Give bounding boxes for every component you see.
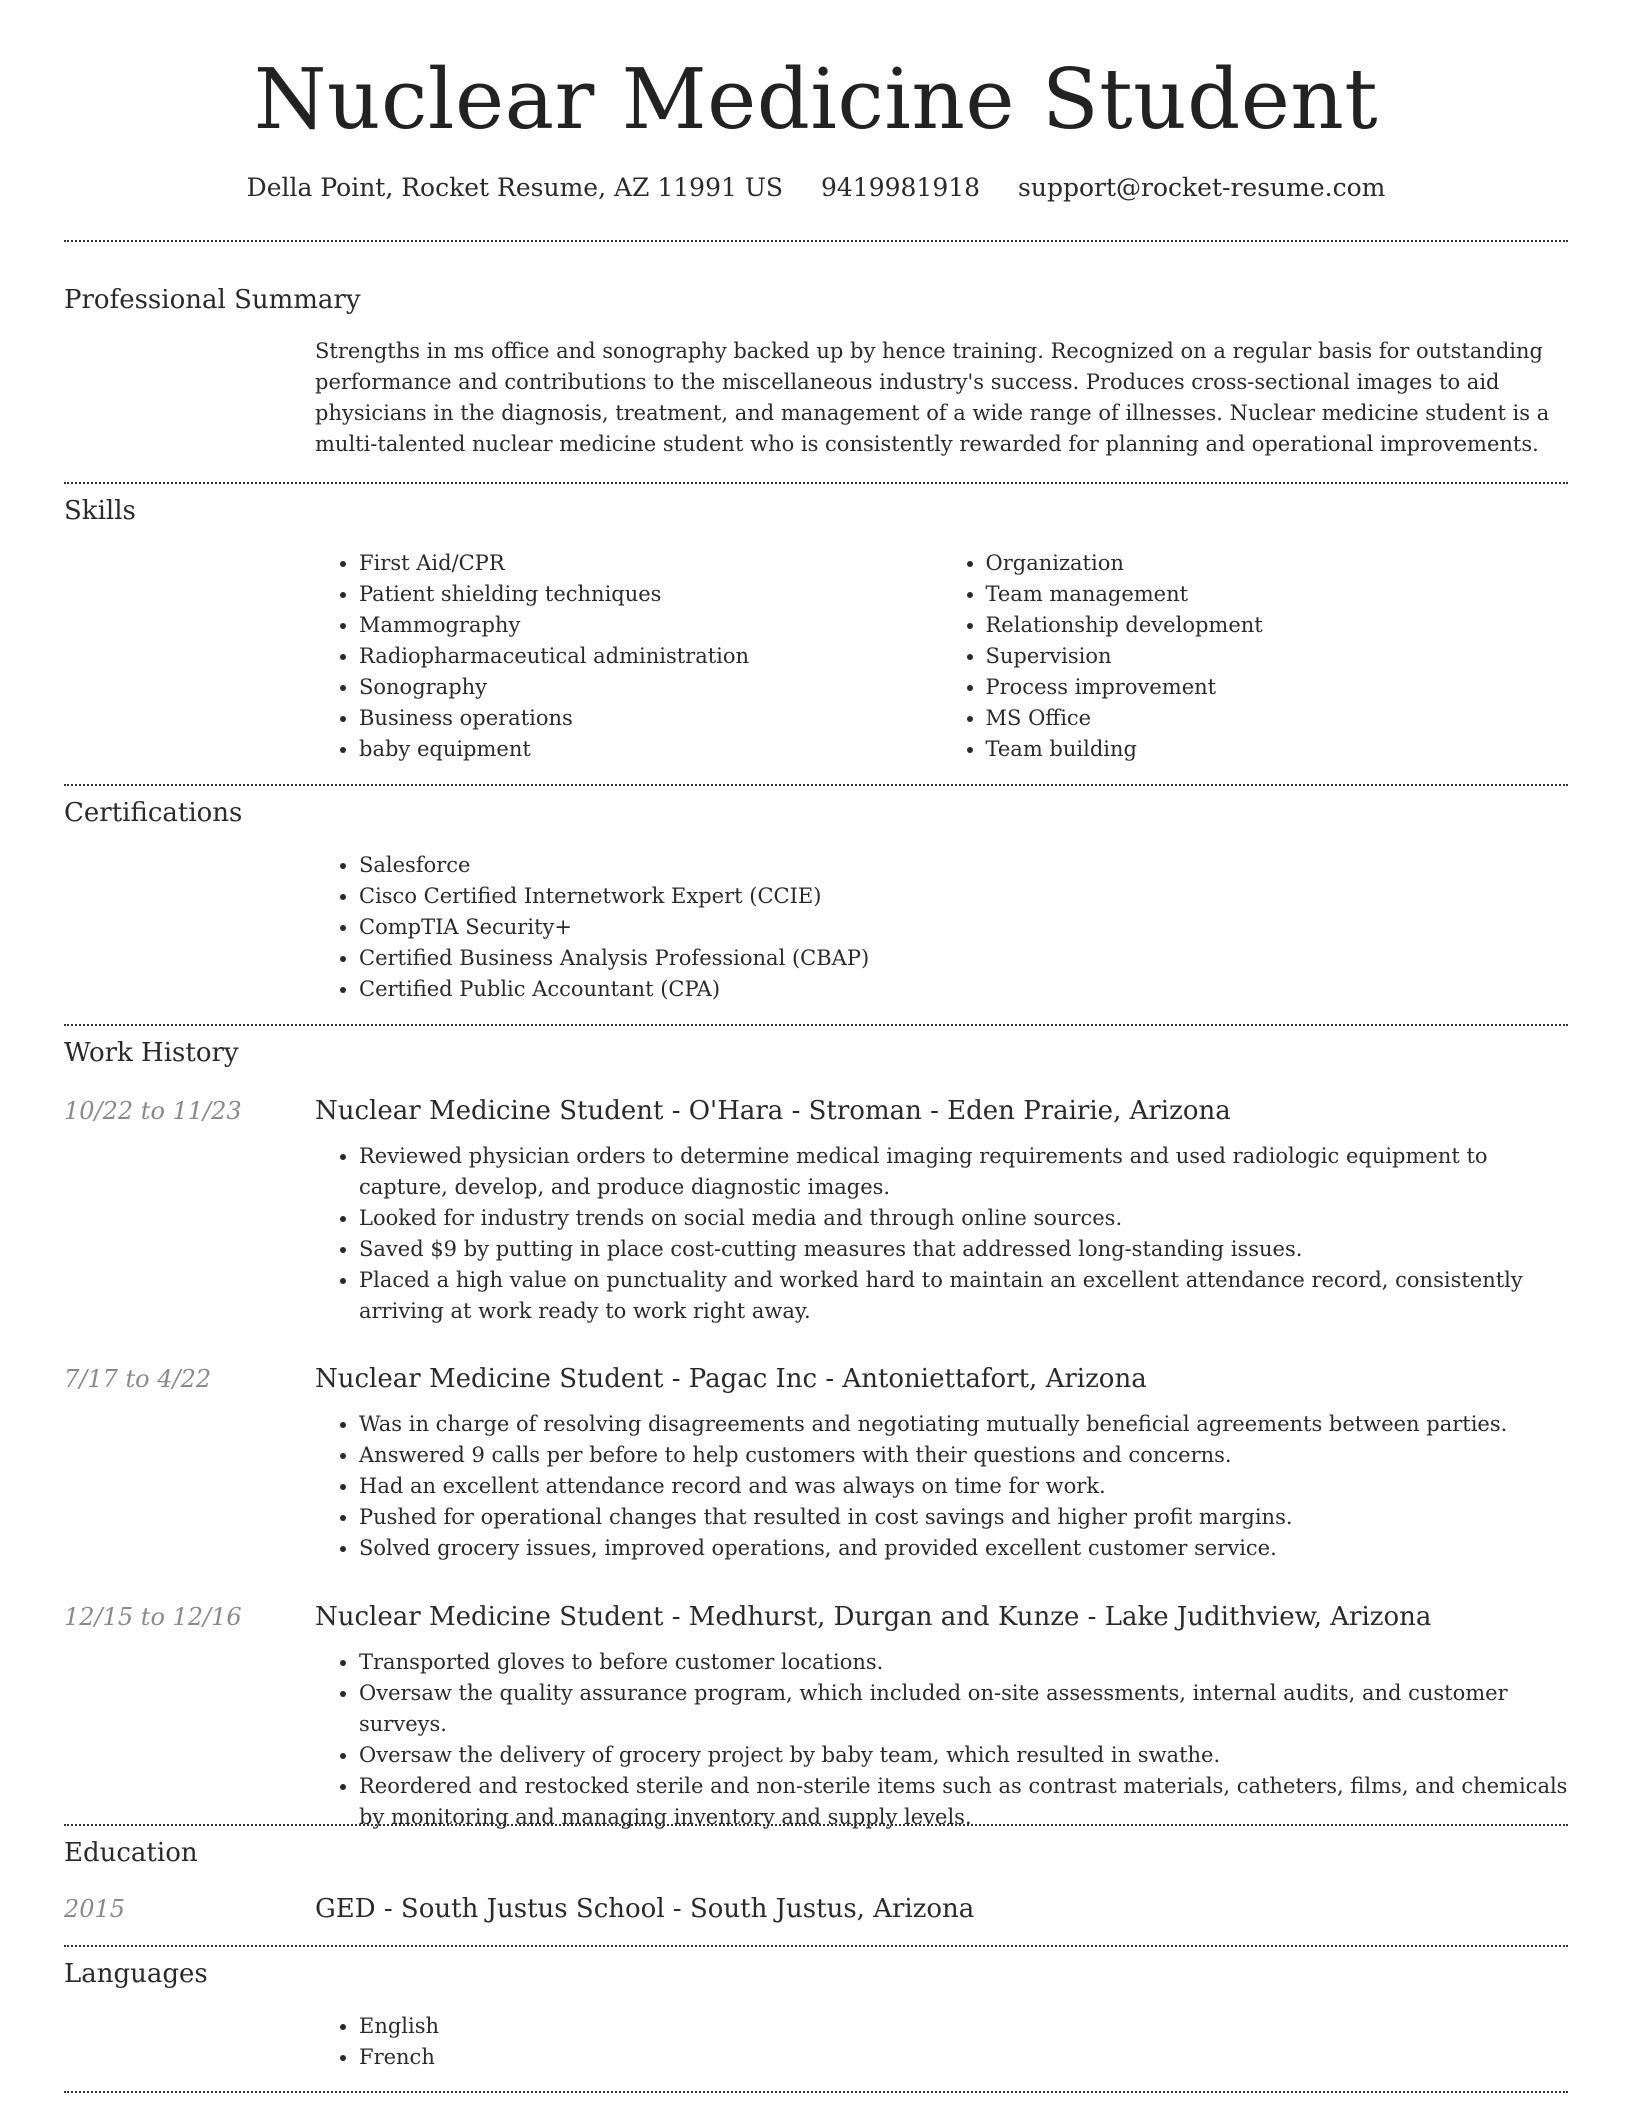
job-header	[64, 1094, 1568, 1128]
list-item: • Saved $9 by putting in place cost-cutting measures that addressed long-standing issues.	[359, 1234, 1568, 1265]
job-dates: 12/15 to 12/16	[64, 1603, 242, 1631]
job-bullets	[315, 1409, 1568, 1564]
job-entry	[64, 1094, 1568, 1327]
list-item: • First Aid/CPR	[359, 548, 942, 579]
section-title-skills: Skills	[64, 496, 136, 526]
list-item: • CompTIA Security+	[359, 912, 1568, 943]
list-item: • Mammography	[359, 610, 942, 641]
education-year: 2015	[64, 1895, 126, 1923]
languages-list	[315, 2011, 1568, 2073]
list-item: • Certified Business Analysis Professional (CBAP)	[359, 943, 1568, 974]
certifications-section	[64, 796, 1568, 1005]
list-item: • Had an excellent attendance record and was always on time for work.	[359, 1471, 1568, 1502]
email-text: support@rocket-resume.com	[1018, 173, 1386, 202]
section-title-summary: Professional Summary	[64, 285, 361, 315]
list-item: • Placed a high value on punctuality and worked hard to maintain an excellent attendance record, consistently arriving at work ready to work right away.	[359, 1265, 1568, 1327]
education-section	[64, 1836, 1568, 1926]
section-title-certifications: Certifications	[64, 798, 243, 828]
job-details	[315, 1409, 1568, 1564]
summary-text: Strengths in ms office and sonography backed up by hence training. Recognized on a regular basis for outstanding performance and contributions to the miscellaneous industry's success. Produces cross-sectional images to aid physicians in the diagnosis, treatment, and management of a wide range of illnesses. Nuclear medicine student is a multi-talented nuclear medicine student who is consistently rewarded for planning and operational improvements.	[315, 339, 1550, 456]
divider	[64, 1024, 1568, 1026]
divider	[64, 240, 1568, 242]
job-details	[315, 1647, 1568, 1833]
certifications-list	[315, 850, 1568, 1005]
list-item: • MS Office	[986, 703, 1569, 734]
section-title-languages: Languages	[64, 1959, 208, 1989]
job-header	[64, 1600, 1568, 1634]
contact-line	[0, 170, 1632, 206]
divider	[64, 1824, 1568, 1826]
job-bullets	[315, 1647, 1568, 1833]
address-text: Della Point, Rocket Resume, AZ 11991 US	[246, 173, 784, 202]
certifications-content	[315, 850, 1568, 1005]
list-item: • Oversaw the delivery of grocery project by baby team, which resulted in swathe.	[359, 1740, 1568, 1771]
divider	[64, 2091, 1568, 2093]
phone-text: 9419981918	[821, 173, 981, 202]
job-bullets	[315, 1141, 1568, 1327]
job-header	[64, 1362, 1568, 1396]
skills-list-left	[315, 548, 942, 765]
list-item: • Patient shielding techniques	[359, 579, 942, 610]
languages-section	[64, 1957, 1568, 2073]
skills-columns	[315, 548, 1568, 765]
list-item: • Was in charge of resolving disagreements and negotiating mutually beneficial agreements between parties.	[359, 1409, 1568, 1440]
list-item: • Business operations	[359, 703, 942, 734]
list-item: • English	[359, 2011, 1568, 2042]
list-item: • Solved grocery issues, improved operations, and provided excellent customer service.	[359, 1533, 1568, 1564]
job-entry	[64, 1362, 1568, 1564]
list-item: • Sonography	[359, 672, 942, 703]
list-item: • French	[359, 2042, 1568, 2073]
list-item: • Cisco Certified Internetwork Expert (CCIE)	[359, 881, 1568, 912]
list-item: • Reordered and restocked sterile and non-sterile items such as contrast materials, catheters, films, and chemicals by monitoring and managing inventory and supply levels.	[359, 1771, 1568, 1833]
list-item: • Answered 9 calls per before to help customers with their questions and concerns.	[359, 1440, 1568, 1471]
education-heading: GED - South Justus School - South Justus, Arizona	[315, 1894, 975, 1924]
job-details	[315, 1141, 1568, 1327]
list-item: • Team building	[986, 734, 1569, 765]
list-item: • Salesforce	[359, 850, 1568, 881]
work-section	[64, 1036, 1568, 1070]
list-item: • Radiopharmaceutical administration	[359, 641, 942, 672]
list-item: • Reviewed physician orders to determine medical imaging requirements and used radiologic equipment to capture, develop, and produce diagnostic images.	[359, 1141, 1568, 1203]
section-title-education: Education	[64, 1838, 198, 1868]
education-entry	[64, 1892, 1568, 1926]
list-item: • Organization	[986, 548, 1569, 579]
job-heading: Nuclear Medicine Student - O'Hara - Stroman - Eden Prairie, Arizona	[315, 1096, 1231, 1126]
list-item: • Transported gloves to before customer locations.	[359, 1647, 1568, 1678]
list-item: • Certified Public Accountant (CPA)	[359, 974, 1568, 1005]
divider	[64, 1945, 1568, 1947]
job-dates: 7/17 to 4/22	[64, 1365, 212, 1393]
job-heading: Nuclear Medicine Student - Pagac Inc - Antoniettafort, Arizona	[315, 1364, 1147, 1394]
list-item: • Process improvement	[986, 672, 1569, 703]
list-item: • Team management	[986, 579, 1569, 610]
list-item: • Looked for industry trends on social media and through online sources.	[359, 1203, 1568, 1234]
list-item: • baby equipment	[359, 734, 942, 765]
list-item: • Relationship development	[986, 610, 1569, 641]
divider	[64, 482, 1568, 484]
list-item: • Supervision	[986, 641, 1569, 672]
summary-section	[64, 283, 1568, 460]
section-title-work: Work History	[64, 1038, 239, 1068]
skills-list-right	[942, 548, 1569, 765]
job-dates: 10/22 to 11/23	[64, 1097, 242, 1125]
list-item: • Oversaw the quality assurance program, which included on-site assessments, internal audits, and customer surveys.	[359, 1678, 1568, 1740]
divider	[64, 784, 1568, 786]
job-entry	[64, 1600, 1568, 1833]
job-heading: Nuclear Medicine Student - Medhurst, Durgan and Kunze - Lake Judithview, Arizona	[315, 1602, 1432, 1632]
skills-section	[64, 494, 1568, 765]
languages-content	[315, 2011, 1568, 2073]
candidate-name: Nuclear Medicine Student	[253, 51, 1379, 148]
list-item: • Pushed for operational changes that resulted in cost savings and higher profit margins.	[359, 1502, 1568, 1533]
